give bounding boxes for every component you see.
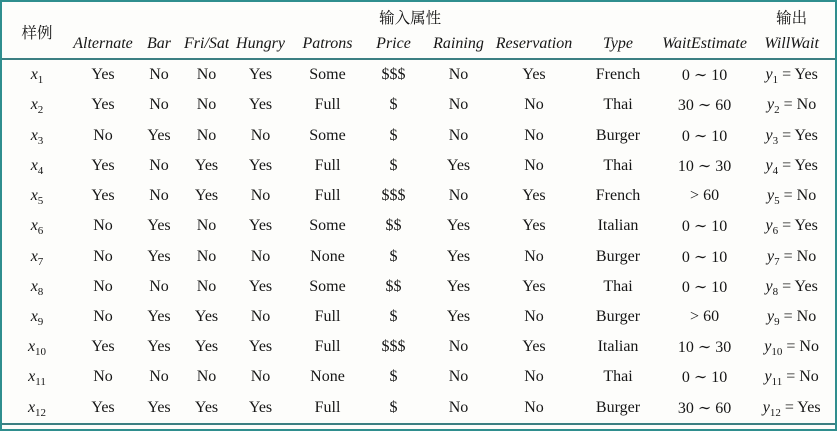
cell-alternate: Yes [91,187,115,205]
cell-alternate: No [93,217,113,235]
cell-hungry: Yes [248,156,273,174]
table-header [2,5,835,59]
cell-alternate: No [93,277,113,295]
cell-type: French [595,66,641,84]
column-header-row [2,29,835,59]
cell-willwait: $y_{10} = No$ [764,338,819,359]
cell-waitestimate: 30 ∼ 60 [661,393,748,424]
example-row [2,59,835,90]
cell-raining: Yes [446,217,471,235]
cell-raining: No [424,393,493,424]
cell-type: Italian [597,217,639,235]
cell-bar: No [149,187,169,205]
example-row [2,181,835,211]
cell-reservation: No [524,368,544,386]
cell-patrons: Full [314,308,341,325]
example-row [2,302,835,332]
cell-raining: No [448,126,469,144]
cell-bar: Yes [147,126,171,144]
input-attributes-group-header: 输入属性 [379,10,442,27]
cell-willwait: $y_7 = No$ [767,247,817,268]
cell-bar: Yes [134,393,184,424]
cell-reservation: Yes [522,217,546,235]
cell-raining: Yes [446,277,471,295]
cell-bar: Yes [147,217,171,235]
cell-fri-sat: Yes [194,308,219,325]
cell-fri-sat: Yes [184,393,229,424]
column-header-waitestimate: WaitEstimate [661,29,748,59]
cell-patrons: Full [314,156,341,174]
cell-waitestimate: 30 ∼ 60 [677,97,732,115]
cell-type: French [595,187,641,205]
column-header-price: Price [363,29,424,59]
cell-reservation: No [524,247,544,265]
cell-raining: No [448,187,469,205]
table-body [2,59,835,424]
cell-fri-sat: Yes [194,156,219,174]
cell-price: $ [389,96,398,114]
example-row [2,393,835,424]
column-header-willwait: WillWait [748,29,835,59]
cell-bar: No [149,66,169,84]
cell-type: Burger [595,308,641,325]
cell-bar: Yes [147,247,171,265]
cell-bar: No [149,368,169,386]
cell-hungry: Yes [248,277,273,295]
cell-patrons: None [310,247,345,265]
cell-type: Burger [575,393,661,424]
cell-fri-sat: No [196,277,217,295]
cell-price: $$$ [381,66,406,84]
cell-patrons: Full [314,187,341,205]
cell-alternate: No [93,368,113,386]
sample-label: $x_{10}$ [27,338,47,359]
cell-bar: No [149,96,169,114]
cell-price: $$ [385,277,402,295]
cell-type: Burger [595,247,641,265]
cell-reservation: Yes [522,66,546,84]
sample-label: $x_7$ [30,247,44,268]
cell-willwait: $y_{12}$ = Yes [748,393,835,424]
cell-patrons: Full [314,96,341,114]
cell-willwait: $y_{11} = No$ [764,368,819,389]
cell-price: $$$ [381,338,406,356]
cell-fri-sat: No [196,217,217,235]
cell-hungry: No [250,126,271,144]
cell-reservation: No [524,126,544,144]
column-header-raining: Raining [424,29,493,59]
cell-bar: Yes [147,338,171,356]
cell-reservation: No [524,308,544,325]
example-row [2,332,835,362]
column-header-patrons: Patrons [292,29,363,59]
cell-willwait: $y_4$ = Yes [765,156,818,178]
cell-hungry: Yes [248,66,273,84]
cell-waitestimate: 0 ∼ 10 [681,67,728,85]
cell-type: Thai [603,156,633,174]
cell-fri-sat: No [196,66,217,84]
cell-raining: No [448,338,469,356]
cell-hungry: No [250,187,271,205]
cell-reservation: Yes [522,338,546,356]
column-header-alternate: Alternate [72,29,134,59]
column-header-type: Type [575,29,661,59]
cell-price: $ [363,393,424,424]
cell-alternate: Yes [72,393,134,424]
example-row [2,272,835,302]
cell-patrons: Some [309,277,346,295]
cell-patrons: Full [292,393,363,424]
cell-willwait: $y_3$ = Yes [765,126,818,147]
cell-willwait: $y_8$ = Yes [765,277,818,298]
cell-alternate: Yes [91,96,115,114]
cell-bar: No [149,277,169,295]
example-row [2,362,835,392]
cell-waitestimate: > 60 [690,308,720,325]
cell-patrons: Full [314,338,341,356]
cell-patrons: Some [309,217,346,235]
cell-willwait: $y_6$ = Yes [765,217,818,238]
cell-waitestimate: 0 ∼ 10 [681,278,728,296]
cell-alternate: No [93,126,113,144]
cell-willwait: $y_1$ = Yes [765,66,818,87]
cell-hungry: No [250,247,271,265]
sample-label: $x_5$ [30,187,44,208]
cell-fri-sat: No [196,126,217,144]
cell-waitestimate: 0 ∼ 10 [681,369,728,387]
cell-raining: No [448,66,469,84]
cell-waitestimate: > 60 [690,187,720,205]
cell-fri-sat: No [196,368,217,386]
column-header-fri-sat: Fri/Sat [184,29,229,59]
cell-price: $ [389,368,398,386]
cell-fri-sat: No [196,247,217,265]
sample-label: $x_6$ [30,217,44,238]
cell-alternate: No [93,247,113,265]
sample-label: $x_3$ [30,126,44,147]
cell-price: $ [389,156,398,174]
column-header-reservation: Reservation [493,29,575,59]
group-header-row [2,5,835,29]
cell-reservation: No [493,393,575,424]
cell-reservation: Yes [522,187,546,205]
cell-willwait: $y_2 = No$ [767,96,817,117]
cell-waitestimate: 0 ∼ 10 [681,248,728,266]
sample-label: $x_1$ [30,66,44,87]
output-group-header: 输出 [776,10,808,27]
cell-willwait: $y_5 = No$ [767,187,817,208]
cell-alternate: Yes [91,66,115,84]
cell-bar: Yes [147,308,171,325]
cell-alternate: Yes [91,156,115,174]
example-row [2,151,835,181]
cell-reservation: No [524,156,544,174]
cell-hungry: Yes [248,217,273,235]
sample-label: $x_9$ [30,308,44,329]
cell-price: $$$ [381,187,406,205]
cell-price: $ [389,308,398,325]
cell-price: $ [389,126,398,144]
cell-bar: No [149,156,169,174]
sample-label: $x_4$ [30,156,44,178]
cell-type: Italian [597,338,639,356]
cell-waitestimate: 10 ∼ 30 [677,157,732,175]
cell-patrons: None [310,368,345,386]
cell-price: $$ [385,217,402,235]
cell-raining: Yes [446,308,471,325]
column-header-bar: Bar [134,29,184,59]
cell-willwait: $y_9 = No$ [767,308,817,329]
cell-hungry: Yes [248,338,273,356]
cell-fri-sat: Yes [194,338,219,356]
cell-patrons: Some [309,66,346,84]
cell-type: Burger [595,126,641,144]
cell-raining: Yes [446,247,471,265]
cell-alternate: Yes [91,338,115,356]
cell-type: Thai [603,96,633,114]
example-row [2,120,835,150]
cell-hungry: No [250,368,271,386]
column-header-hungry: Hungry [229,29,292,59]
cell-raining: No [448,368,469,386]
cell-raining: No [448,96,469,114]
cell-type: Thai [603,277,633,295]
cell-reservation: Yes [522,277,546,295]
sample-label: $x_{11}$ [28,368,46,389]
restaurant-examples-table [2,5,835,425]
cell-waitestimate: 10 ∼ 30 [677,339,732,357]
cell-type: Thai [603,368,633,386]
cell-waitestimate: 0 ∼ 10 [681,127,728,145]
cell-alternate: No [93,308,113,325]
sample-label: $x_2$ [30,96,44,117]
cell-waitestimate: 0 ∼ 10 [681,218,728,236]
cell-hungry: No [250,308,271,325]
cell-patrons: Some [309,126,346,144]
example-row [2,241,835,271]
cell-price: $ [389,247,398,265]
cell-hungry: Yes [229,393,292,424]
example-row [2,211,835,241]
sample-label: $x_8$ [30,277,44,298]
sample-column-header: 样例 [2,5,72,59]
cell-raining: Yes [446,156,471,174]
example-row [2,90,835,120]
cell-reservation: No [524,96,544,114]
cell-fri-sat: Yes [194,187,219,205]
cell-hungry: Yes [248,96,273,114]
sample-label: $x_{12}$ [2,393,72,424]
cell-fri-sat: No [196,96,217,114]
